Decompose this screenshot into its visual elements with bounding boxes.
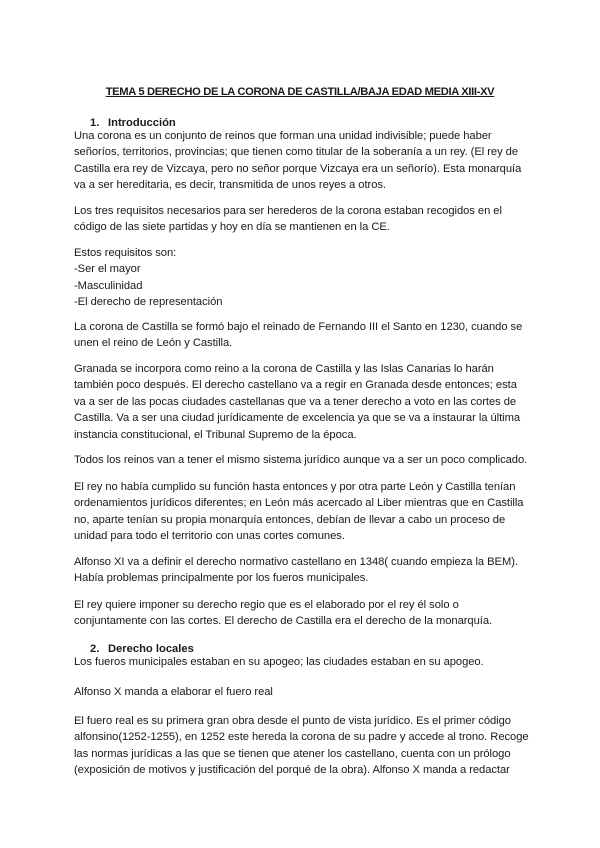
- text-line: Alfonso XI va a definir el derecho normativo castellano en 1348( cuando empieza la BEM).: [74, 556, 518, 568]
- paragraph: [74, 361, 534, 443]
- section-title: Introducción: [108, 117, 176, 129]
- list-item: -Ser el mayor: [74, 263, 141, 276]
- section-number: 1.: [90, 117, 100, 129]
- paragraph: [74, 713, 534, 779]
- text-line: señoríos, territorios, provincias; que tienen como titular de la soberanía a un rey. (El rey de: [74, 146, 519, 159]
- text-line: Todos los reinos van a tener el mismo sistema jurídico aunque va a ser un poco complicado.: [74, 454, 528, 466]
- text-line: El rey no había cumplido su función hasta entonces y por otra parte León y Castilla tenían: [74, 481, 516, 493]
- text-line: Había problemas principalmente por los fueros municipales.: [74, 572, 369, 585]
- text-line: El fuero real es su primera gran obra desde el punto de vista jurídico. Es el primer código: [74, 715, 511, 727]
- text-line: conjuntamente con las cortes. El derecho de Castilla era el derecho de la monarquía.: [74, 615, 493, 628]
- text-line: (exposición de motivos y justificación del porqué de la obra). Alfonso X manda a redactar: [74, 764, 510, 777]
- text-line: Castilla. Va a ser una ciudad jurídicamente de excelencia ya que se va a instaurar la última: [74, 412, 521, 425]
- text-line: ordenamientos jurídicos diferentes; en León más acercado al Liber mientras que en Castilla: [74, 497, 524, 510]
- text-line: Alfonso X manda a elaborar el fuero real: [74, 686, 273, 698]
- text-line: Los tres requisitos necesarios para ser herederos de la corona estaban recogidos en el: [74, 205, 502, 217]
- text-line: alfonsino(1252-1255), en 1252 este hereda la corona de su padre y accede al trono. Recoge: [74, 731, 529, 744]
- list-item: -Masculinidad: [74, 279, 143, 292]
- paragraph: [74, 684, 534, 700]
- text-line: Los fueros municipales estaban en su apogeo; las ciudades estaban en su apogeo.: [74, 656, 484, 668]
- paragraph: [74, 479, 534, 545]
- text-line: también poco después. El derecho castellano va a regir en Granada desde entonces; esta: [74, 379, 517, 392]
- text-line: no, aparte tenían su propia monarquía entonces, debían de llevar a cabo un proceso de: [74, 513, 506, 526]
- paragraph: [74, 654, 534, 670]
- text-line: El rey quiere imponer su derecho regio que es el elaborado por el rey él solo o: [74, 599, 459, 611]
- section-title: Derecho locales: [108, 643, 194, 655]
- text-line: Estos requisitos son:: [74, 247, 177, 259]
- text-line: Granada se incorpora como reino a la corona de Castilla y las Islas Canarias lo harán: [74, 363, 494, 375]
- section-number: 2.: [90, 643, 100, 655]
- paragraph: [74, 554, 534, 587]
- text-line: va a ser hereditaria, es decir, transmitida de unos reyes a otros.: [74, 179, 386, 192]
- paragraph: [74, 203, 534, 236]
- text-line: Castilla era rey de Vizcaya, pero no señor porque Vizcaya era un señorío). Esta monarquía: [74, 162, 522, 175]
- text-line: las normas jurídicas a las que se tienen que atener los castellano, cuenta con un prólogo: [74, 747, 511, 760]
- paragraph: [74, 128, 534, 194]
- text-line: código de las siete partidas y hoy en día se mantienen en la CE.: [74, 221, 390, 234]
- list-item: -El derecho de representación: [74, 296, 223, 309]
- requirements-list: [74, 245, 534, 311]
- text-line: Una corona es un conjunto de reinos que forman una unidad indivisible; puede haber: [74, 130, 492, 142]
- text-line: La corona de Castilla se formó bajo el reinado de Fernando III el Santo en 1230, cuando se: [74, 321, 523, 333]
- paragraph: [74, 319, 534, 352]
- page-title: TEMA 5 DERECHO DE LA CORONA DE CASTILLA/BAJA EDAD MEDIA XIII-XV: [105, 86, 495, 98]
- text-line: unen el reino de León y Castilla.: [74, 337, 233, 350]
- text-line: unidad para todo el territorio con unas cortes comunes.: [74, 530, 345, 543]
- text-line: va a ser de las pocas ciudades castellanas que va a tener derecho a voto en las cortes de: [74, 395, 517, 408]
- paragraph: [74, 452, 534, 468]
- paragraph: [74, 597, 534, 630]
- text-line: instancia constitucional, el Tribunal Supremo de la época.: [74, 428, 357, 441]
